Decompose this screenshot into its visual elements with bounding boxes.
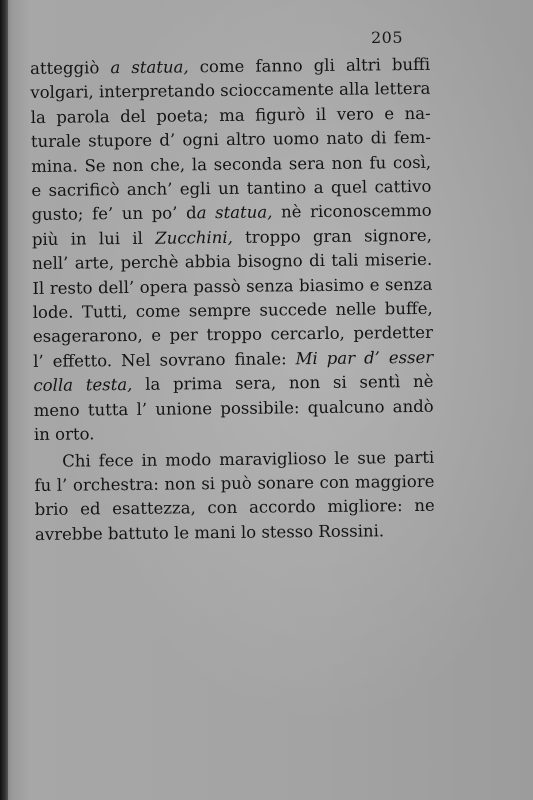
text-line: gusto; fe’ un po’ da statua, nè riconoscemmo xyxy=(31,201,432,225)
body-text xyxy=(30,53,435,547)
text-line: in orto. xyxy=(33,424,95,445)
text-line: atteggiò a statua, come fanno gli altri buffi xyxy=(30,54,431,78)
page-number: 205 xyxy=(371,28,404,47)
text-line: colla testa, la prima sera, non si sentì nè xyxy=(33,372,434,396)
paragraph-1 xyxy=(30,53,434,448)
text-line: mina. Se non che, la seconda sera non fu così, xyxy=(31,152,432,176)
text-line: la parola del poeta; ma figurò il vero e na- xyxy=(30,103,431,127)
paragraph-2 xyxy=(34,445,435,547)
text-line: nell’ arte, perchè abbia bisogno di tali miserie. xyxy=(32,250,433,274)
text-line: lode. Tutti, come sempre succede nelle buffe, xyxy=(32,298,433,323)
text-line: avrebbe battuto le mani lo stesso Rossini. xyxy=(34,521,385,544)
text-line: fu l’ orchestra: non si può sonare con maggiore xyxy=(34,471,435,495)
text-line: l’ effetto. Nel sovrano finale: Mi par d’ esser xyxy=(33,347,434,371)
text-line: volgari, interpretando scioccamente alla lettera xyxy=(30,79,431,103)
text-line: Il resto dell’ opera passò senza biasimo e senza xyxy=(32,274,433,298)
text-line: esagerarono, e per troppo cercarlo, perdetter xyxy=(32,323,434,347)
text-line: e sacrificò anch’ egli un tantino a quel cattivo xyxy=(31,176,432,201)
text-line: Chi fece in modo maraviglioso le sue parti xyxy=(62,447,435,471)
text-line: turale stupore d’ ogni altro uomo nato di fem- xyxy=(30,128,431,152)
text-line: più in lui il Zucchini, troppo gran signore, xyxy=(31,225,432,249)
text-line: meno tutta l’ unione possibile: qualcuno andò xyxy=(33,396,434,420)
book-spine-shadow xyxy=(0,0,8,800)
text-line: brio ed esattezza, con accordo migliore: ne xyxy=(34,496,435,520)
